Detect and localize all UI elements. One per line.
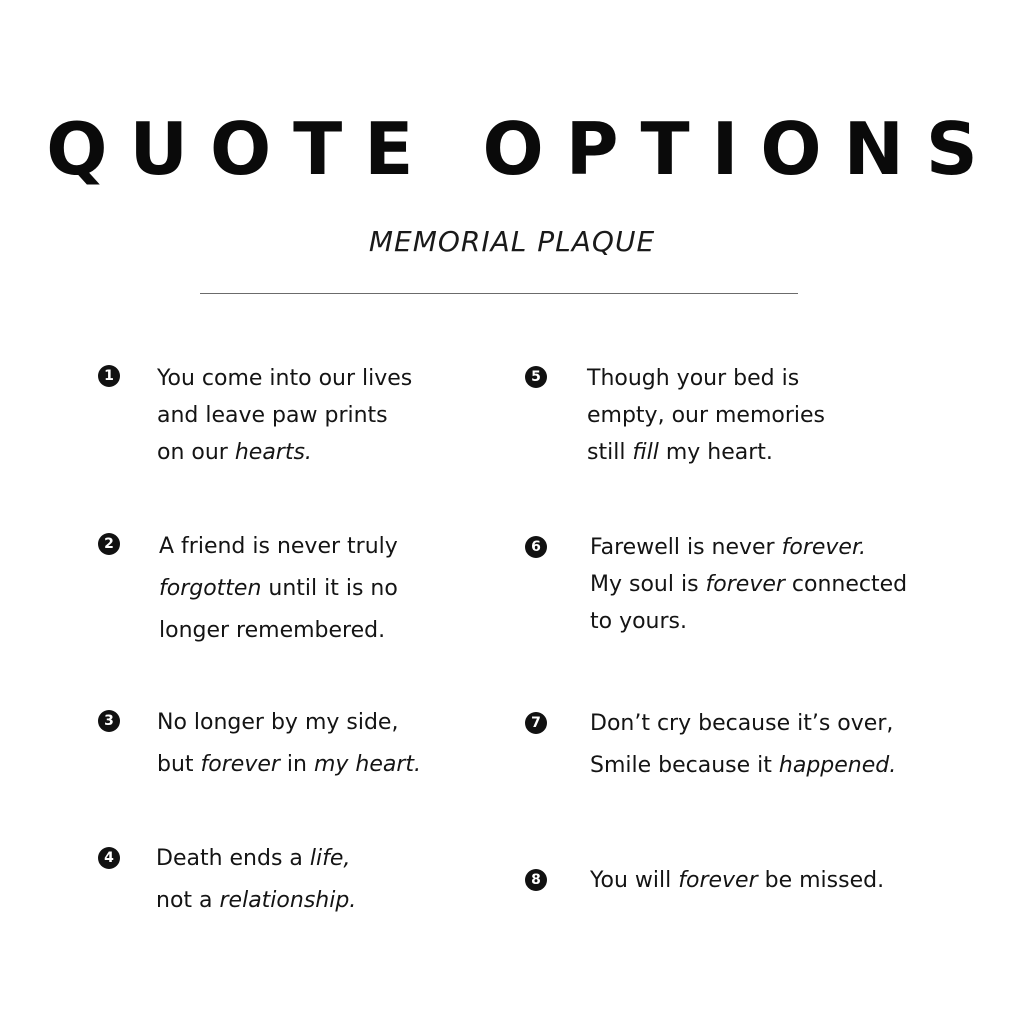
quote-emphasis: forever (705, 572, 785, 597)
quote-segment: not a (156, 888, 220, 913)
number-4-icon: 4 (98, 847, 120, 869)
quote-emphasis: relationship. (219, 888, 357, 913)
quote-line (157, 702, 421, 744)
quote-segment: connected (784, 572, 908, 597)
quote-line (590, 860, 884, 902)
quote-text (157, 360, 412, 471)
quote-segment: A friend is never truly (159, 534, 398, 559)
quote-segment: be missed. (757, 868, 885, 893)
quote-emphasis: my heart. (313, 752, 422, 777)
quote-line (590, 603, 907, 640)
quote-segment: and leave paw prints (157, 403, 388, 428)
quote-line (157, 744, 421, 786)
quote-line (590, 745, 896, 787)
quote-segment: No longer by my side, (157, 710, 399, 735)
quote-segment: on our (157, 440, 235, 465)
page-subtitle: MEMORIAL PLAQUE (368, 225, 656, 258)
quote-segment: Smile because it (590, 753, 779, 778)
quote-line (590, 529, 907, 566)
quote-line (156, 838, 356, 880)
quote-emphasis: forgotten (159, 576, 262, 601)
number-8-icon: 8 (525, 869, 547, 891)
quote-text (590, 529, 907, 640)
quote-emphasis: forever (678, 868, 758, 893)
quote-line (159, 526, 398, 568)
number-2-icon: 2 (98, 533, 120, 555)
quote-segment: my heart. (658, 440, 773, 465)
page-title: QUOTE OPTIONS (46, 107, 1000, 191)
quote-segment: You will (590, 868, 679, 893)
quote-line (157, 397, 412, 434)
quote-line (590, 703, 896, 745)
quote-segment: My soul is (590, 572, 706, 597)
quote-line (157, 434, 412, 471)
quote-segment: Don’t cry because it’s over, (590, 711, 894, 736)
quote-emphasis: happened. (778, 753, 897, 778)
quote-emphasis: life, (309, 846, 351, 871)
quote-line (590, 566, 907, 603)
quote-segment: Though your bed is (587, 366, 800, 391)
quote-line (159, 568, 398, 610)
quote-segment: in (279, 752, 314, 777)
number-1-icon: 1 (98, 365, 120, 387)
quote-text (590, 860, 884, 902)
number-5-icon: 5 (525, 366, 547, 388)
quote-segment: but (157, 752, 201, 777)
quote-text (590, 703, 896, 787)
quote-line (157, 360, 412, 397)
quote-segment: to yours. (590, 609, 688, 634)
quote-text (159, 526, 398, 652)
quote-emphasis: forever (200, 752, 280, 777)
quote-emphasis: hearts. (234, 440, 312, 465)
quote-segment: still (587, 440, 633, 465)
title-divider (200, 293, 798, 294)
quote-line (587, 434, 825, 471)
quote-segment: longer remembered. (159, 618, 386, 643)
quote-segment: Farewell is never (590, 535, 782, 560)
quote-line (159, 610, 398, 652)
quote-segment: You come into our lives (157, 366, 413, 391)
quote-line (587, 397, 825, 434)
quote-text (156, 838, 356, 922)
quote-line (156, 880, 356, 922)
quote-text (157, 702, 421, 786)
number-3-icon: 3 (98, 710, 120, 732)
quote-line (587, 360, 825, 397)
number-7-icon: 7 (525, 712, 547, 734)
quote-segment: empty, our memories (587, 403, 826, 428)
quote-segment: until it is no (261, 576, 398, 601)
number-6-icon: 6 (525, 536, 547, 558)
quote-segment: Death ends a (156, 846, 310, 871)
quote-text (587, 360, 825, 471)
quote-emphasis: fill (632, 440, 659, 465)
quote-emphasis: forever. (781, 535, 866, 560)
